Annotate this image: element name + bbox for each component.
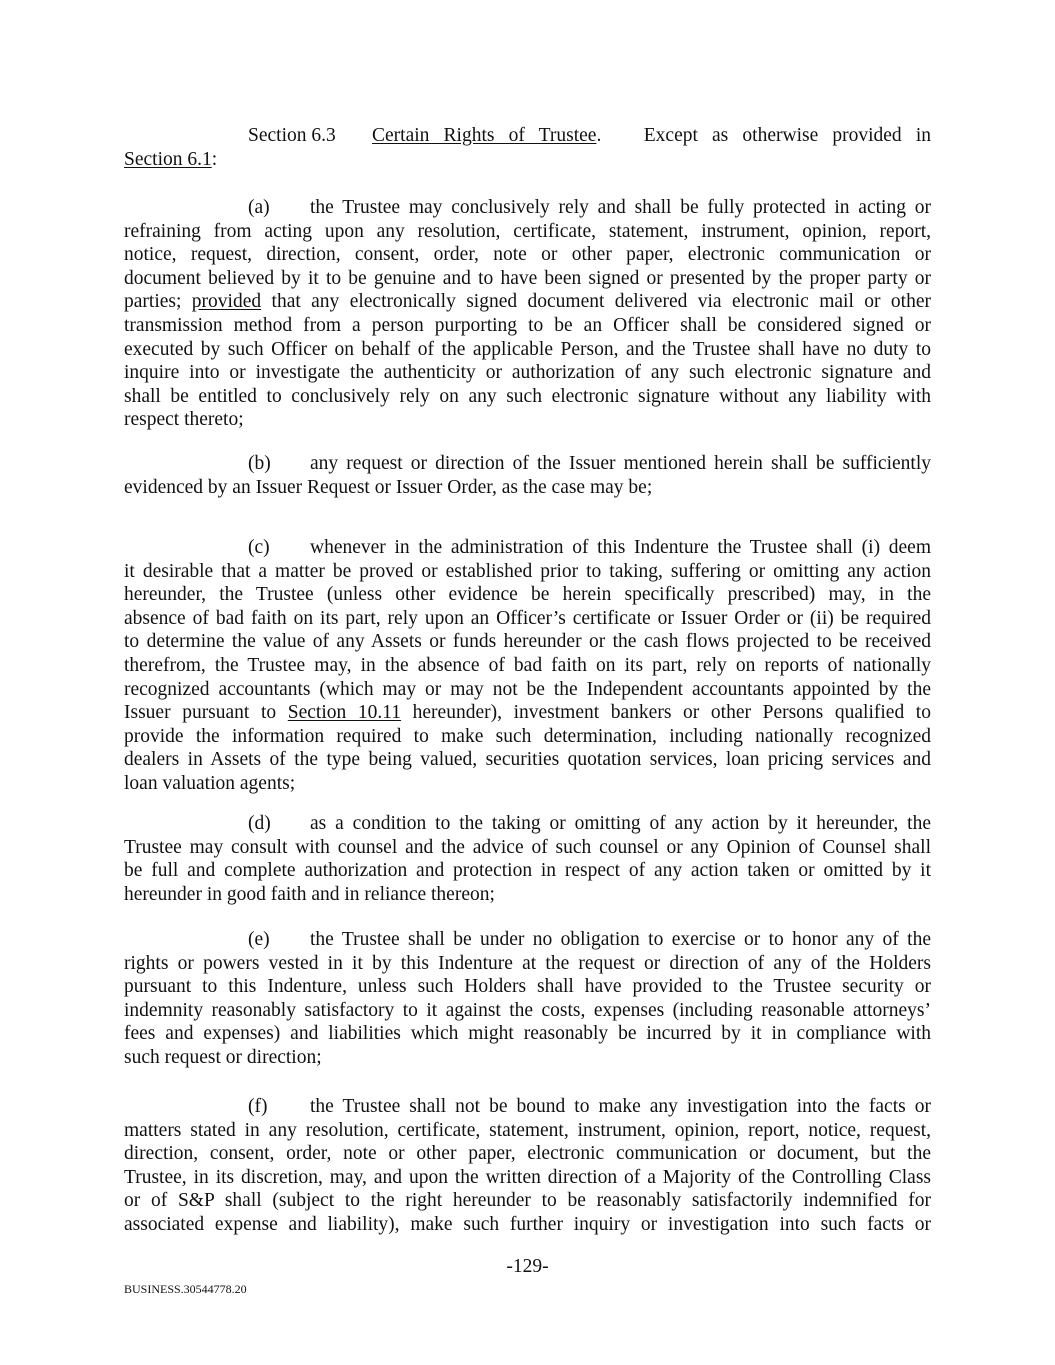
paragraph-line bbox=[124, 220, 931, 244]
line-text: notice, request, direction, consent, order, note or other paper, electronic communication or bbox=[124, 244, 931, 266]
paragraph-first-line bbox=[248, 452, 931, 476]
paragraph-line bbox=[124, 859, 931, 883]
paragraph-label: (f) bbox=[248, 1096, 268, 1117]
line-text: dealers in Assets of the type being valued, securities quotation services, loan pricing services and bbox=[124, 749, 931, 771]
paragraph-line bbox=[124, 1142, 931, 1166]
paragraph-first-line bbox=[248, 812, 931, 836]
line-text: provide the information required to make such determination, including nationally recognized bbox=[124, 725, 931, 747]
line-text: it desirable that a matter be proved or established prior to taking, suffering or omitting any action bbox=[124, 560, 931, 582]
line-text: respect thereto; bbox=[124, 409, 244, 431]
line-text: pursuant to this Indenture, unless such Holders shall have provided to the Trustee security or bbox=[124, 976, 931, 998]
line-text: Trustee may consult with counsel and the advice of such counsel or any Opinion of Counsel shall bbox=[124, 836, 931, 858]
text-segment: Issuer pursuant to bbox=[124, 702, 288, 724]
paragraph-line bbox=[124, 560, 931, 584]
paragraph-line bbox=[124, 836, 931, 860]
paragraph-line bbox=[124, 748, 931, 772]
paragraph-label: (c) bbox=[248, 537, 270, 558]
paragraph-label: (d) bbox=[248, 813, 271, 834]
paragraph-first-line bbox=[248, 196, 931, 220]
line-text: be full and complete authorization and protection in respect of any action taken or omitted by it bbox=[124, 860, 931, 882]
paragraph-label: (e) bbox=[248, 929, 270, 950]
paragraph-line bbox=[124, 952, 931, 976]
section-number: Section 6.3 bbox=[248, 125, 336, 146]
paragraph-line bbox=[124, 999, 931, 1023]
line-text: refraining from acting upon any resolution, certificate, statement, instrument, opinion, report, bbox=[124, 220, 931, 242]
section-heading-cont bbox=[124, 148, 931, 172]
paragraph-line bbox=[124, 630, 931, 654]
line-text: direction, consent, order, note or other paper, electronic communication or document, but the bbox=[124, 1143, 931, 1165]
paragraph-line bbox=[124, 408, 931, 432]
paragraph-label: (a) bbox=[248, 197, 270, 218]
document-id: BUSINESS.30544778.20 bbox=[124, 1282, 247, 1296]
paragraph-line bbox=[124, 290, 931, 314]
paragraph-line bbox=[124, 701, 931, 725]
line-text: such request or direction; bbox=[124, 1047, 322, 1068]
underlined-term[interactable]: Section 10.11 bbox=[287, 702, 402, 724]
line-text: as a condition to the taking or omitting of any action by it hereunder, the bbox=[310, 813, 931, 834]
line-text: the Trustee shall be under no obligation to exercise or to honor any of the bbox=[310, 929, 931, 950]
paragraph-line bbox=[124, 772, 931, 796]
line-text: inquire into or investigate the authenticity or authorization of any such electronic signature and bbox=[124, 362, 931, 384]
paragraph-line bbox=[124, 975, 931, 999]
line-text: transmission method from a person purporting to be an Officer shall be considered signed or bbox=[124, 315, 931, 336]
paragraph-line bbox=[124, 1166, 931, 1190]
text-segment: that any electronically signed document delivered via electronic mail or other bbox=[261, 291, 931, 313]
paragraph-line bbox=[124, 314, 931, 338]
line-text: evidenced by an Issuer Request or Issuer Order, as the case may be; bbox=[124, 476, 653, 498]
line-text: hereunder, the Trustee (unless other evidence be herein specifically prescribed) may, in the bbox=[124, 584, 931, 606]
paragraph-first-line bbox=[248, 928, 931, 952]
line-text: document believed by it to be genuine and to have been signed or presented by the proper party or bbox=[124, 267, 931, 289]
section-heading: Section 6.3 Certain Rights of Trustee. Except as otherwise provided in bbox=[248, 125, 931, 146]
section-intro: Except as otherwise provided in bbox=[643, 125, 931, 146]
paragraph-line bbox=[124, 476, 931, 500]
line-text: rights or powers vested in it by this Indenture at the request or direction of any of the Holders bbox=[124, 952, 931, 974]
line-text: matters stated in any resolution, certificate, statement, instrument, opinion, report, notice, request, bbox=[124, 1119, 931, 1141]
line-text: any request or direction of the Issuer mentioned herein shall be sufficiently bbox=[310, 453, 931, 474]
paragraph-first-line bbox=[248, 1095, 931, 1119]
line-text: associated expense and liability), make such further inquiry or investigation into such facts or bbox=[124, 1214, 931, 1235]
line-text: or of S&P shall (subject to the right hereunder to be reasonably satisfactorily indemnified for bbox=[124, 1190, 931, 1212]
text-segment: hereunder), investment bankers or other Persons qualified to bbox=[401, 702, 931, 724]
page-number: -129- bbox=[506, 1256, 549, 1277]
paragraph-line bbox=[124, 607, 931, 631]
line-text: shall be entitled to conclusively rely on any such electronic signature without any liability with bbox=[124, 385, 931, 407]
paragraph-label: (b) bbox=[248, 453, 271, 474]
paragraph-line bbox=[124, 1213, 931, 1237]
paragraph-line bbox=[124, 243, 931, 267]
paragraph-line bbox=[124, 1046, 931, 1070]
line-text: loan valuation agents; bbox=[124, 773, 296, 794]
line-text: executed by such Officer on behalf of the applicable Person, and the Trustee shall have no duty to bbox=[124, 338, 931, 360]
line-text: hereunder in good faith and in reliance thereon; bbox=[124, 883, 495, 905]
line-text: the Trustee may conclusively rely and shall be fully protected in acting or bbox=[310, 197, 931, 218]
paragraph-line bbox=[124, 361, 931, 385]
line-text: therefrom, the Trustee may, in the absence of bad faith on its part, rely on reports of nationally bbox=[124, 655, 931, 676]
text-segment: parties; bbox=[124, 291, 192, 313]
line-text: to determine the value of any Assets or funds hereunder or the cash flows projected to be received bbox=[124, 631, 931, 653]
paragraph-line bbox=[124, 654, 931, 678]
line-text: the Trustee shall not be bound to make any investigation into the facts or bbox=[310, 1096, 931, 1117]
paragraph-first-line bbox=[248, 536, 931, 560]
line-text: Trustee, in its discretion, may, and upon the written direction of a Majority of the Controlling Class bbox=[124, 1166, 931, 1188]
paragraph-line bbox=[124, 267, 931, 291]
section-title: Certain Rights of Trustee bbox=[372, 125, 597, 146]
paragraph-line bbox=[124, 338, 931, 362]
line-text: fees and expenses) and liabilities which might reasonably be incurred by it in compliance with bbox=[124, 1023, 931, 1045]
paragraph-line bbox=[124, 725, 931, 749]
paragraph-line bbox=[124, 1189, 931, 1213]
paragraph-line bbox=[124, 385, 931, 409]
line-text: absence of bad faith on its part, rely upon an Officer’s certificate or Issuer Order or (ii) be required bbox=[124, 607, 931, 629]
paragraph-line bbox=[124, 1022, 931, 1046]
paragraph-line bbox=[124, 678, 931, 702]
section-ref-link[interactable]: Section 6.1 bbox=[124, 149, 212, 170]
line-text: indemnity reasonably satisfactory to it against the costs, expenses (including reasonable attorneys’ bbox=[124, 999, 931, 1021]
colon: : bbox=[211, 149, 218, 170]
paragraph-line bbox=[124, 583, 931, 607]
underlined-term: provided bbox=[191, 291, 262, 313]
line-text: recognized accountants (which may or may not be the Independent accountants appointed by the bbox=[124, 678, 931, 700]
line-text: whenever in the administration of this Indenture the Trustee shall (i) deem bbox=[310, 537, 931, 558]
paragraph-line bbox=[124, 883, 931, 907]
paragraph-line bbox=[124, 1119, 931, 1143]
